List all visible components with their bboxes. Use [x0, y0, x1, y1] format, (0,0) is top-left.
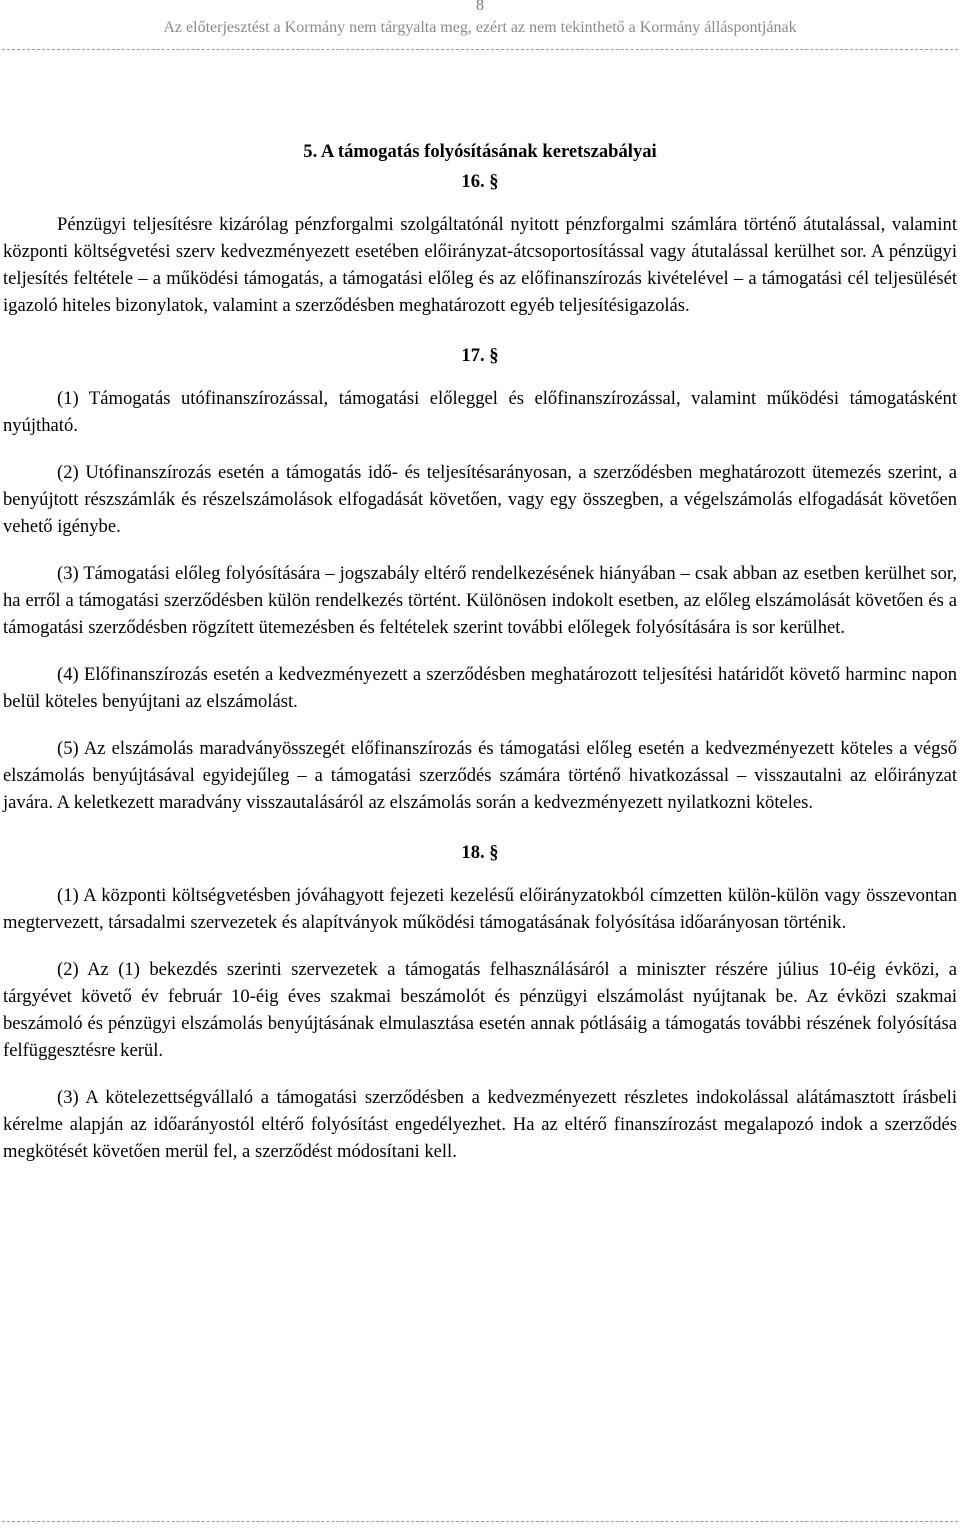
section-title: 5. A támogatás folyósításának keretszabályai — [303, 141, 657, 162]
paragraph-18 — [3, 838, 957, 1165]
paragraph-item: (3) A kötelezettségvállaló a támogatási szerződésben a kedvezményezett részletes indokolással alátámasztott írásbeli kérelme alapján az időarányostól eltérő folyósítást engedélyezhet. Ha az eltérő finanszírozást megalapozó indok a szerződés megkötését követően merül fel, a szerződést módosítani kell. — [3, 1087, 957, 1162]
paragraph-item: (1) A központi költségvetésben jóváhagyott fejezeti kezelésű előirányzatokból címzetten külön-külön vagy összevontan megtervezett, társadalmi szervezetek és alapítványok működési támogatásának folyósítása időarányosan történik. — [3, 885, 957, 933]
paragraph-number: 16. § — [461, 171, 499, 192]
document-body — [3, 137, 957, 1165]
paragraph-text: Pénzügyi teljesítésre kizárólag pénzforgalmi szolgáltatónál nyitott pénzforgalmi számlára történő átutalással, valamint központi költségvetési szerv kedvezményezett esetében előirányzat-átcsoportosítással vagy átutalással kerülhet sor. A pénzügyi teljesítés feltétele – a működési támogatás, a támogatási előleg és az előfinanszírozás kivételével – a támogatási cél teljesülését igazoló hiteles bizonylatok, valamint a szerződésben meghatározott egyéb teljesítésigazolás. — [3, 214, 957, 316]
header-notice: Az előterjesztést a Kormány nem tárgyalta meg, ezért az nem tekinthető a Kormány álláspontjának — [163, 19, 797, 36]
paragraph-item: (5) Az elszámolás maradványösszegét előfinanszírozás és támogatási előleg esetén a kedvezményezett köteles a végső elszámolás benyújtásával egyidejűleg – a támogatási szerződés számára történő hivatkozással – visszautalni az előirányzat javára. A keletkezett maradvány visszautalásáról az elszámolás során a kedvezményezett nyilatkozni köteles. — [3, 738, 957, 813]
paragraph-item: (4) Előfinanszírozás esetén a kedvezményezett a szerződésben meghatározott teljesítési határidőt követő harminc napon belül köteles benyújtani az elszámolást. — [3, 664, 957, 712]
paragraph-17 — [3, 341, 957, 816]
paragraph-number: 18. § — [461, 842, 499, 863]
footer-divider — [2, 1521, 958, 1522]
paragraph-item: (2) Az (1) bekezdés szerinti szervezetek a támogatás felhasználásáról a miniszter részére július 10-éig évközi, a tárgyévet követő év február 10-éig éves szakmai beszámolót és pénzügyi elszámolást nyújtanak be. Az évközi szakmai beszámoló és pénzügyi elszámolás benyújtásának elmulasztása esetén annak pótlásáig a támogatás további részének folyósítása felfüggesztésre kerül. — [3, 959, 957, 1061]
paragraph-16 — [3, 167, 957, 319]
page-number: 8 — [476, 0, 484, 14]
paragraph-item: (2) Utófinanszírozás esetén a támogatás idő- és teljesítésarányosan, a szerződésben meghatározott ütemezés szerint, a benyújtott részszámlák és részelszámolások elfogadását követően, vagy egy összegben, a végelszámolás elfogadását követően vehető igénybe. — [3, 462, 957, 537]
paragraph-number: 17. § — [461, 345, 499, 366]
header-divider — [2, 49, 958, 50]
paragraph-item: (1) Támogatás utófinanszírozással, támogatási előleggel és előfinanszírozással, valamint működési támogatásként nyújtható. — [3, 388, 957, 436]
paragraph-item: (3) Támogatási előleg folyósítására – jogszabály eltérő rendelkezésének hiányában – csak abban az esetben kerülhet sor, ha erről a támogatási szerződésben külön rendelkezés történt. Különösen indokolt esetben, az előleg elszámolását követően és a támogatási szerződésben rögzített ütemezésben és feltételek szerint további előlegek folyósítására is sor kerülhet. — [3, 563, 957, 638]
